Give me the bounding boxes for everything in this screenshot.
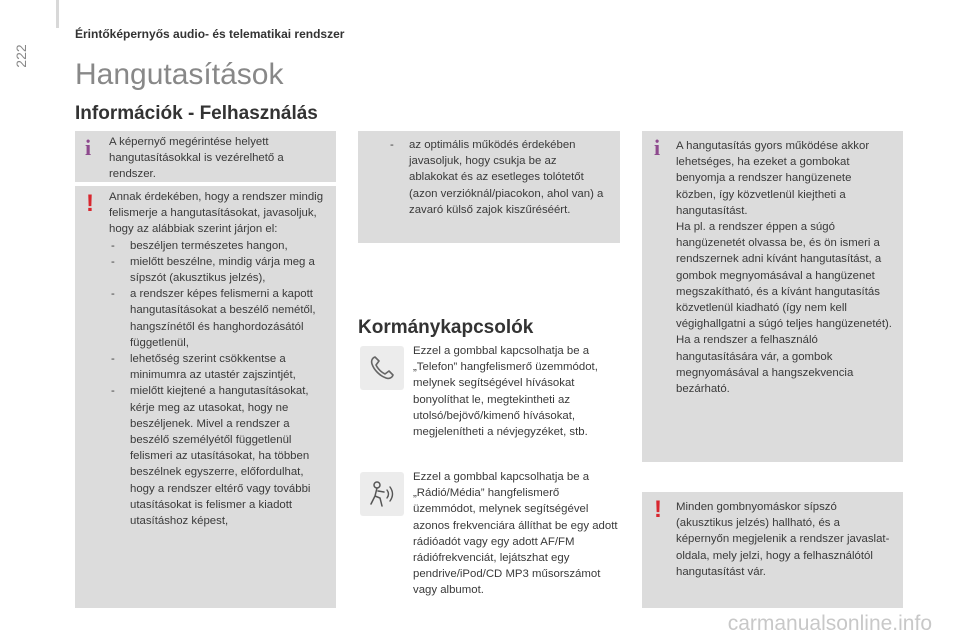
info-box: [75, 131, 336, 182]
beep-warning-box: [642, 492, 903, 608]
warning-box-text: [109, 189, 330, 529]
continuation-box: [358, 131, 620, 243]
warning-icon: !: [86, 190, 94, 217]
continuation-text: [388, 137, 606, 218]
paragraph: A hangutasítás gyors működése akkor lehetséges, ha ezeket a gombokat benyomja a rendszer hangüzenete közben, így közvetlenül kiejtheti a hangutasítást.: [676, 140, 870, 217]
section-title-info: Információk - Felhasználás: [75, 103, 318, 124]
continuation-list: [388, 137, 606, 218]
info-box-text: A képernyő megérintése helyett hangutasításokkal is vezérelhető a rendszer.: [109, 136, 284, 181]
paragraph: Ha pl. a rendszer éppen a súgó hangüzenetét olvassa be, és ön ismeri a rendszernek adni kívánt hangutasítást, a gombok megnyomásával a hangüzenet megszakítható, és a kívánt hangutasítás közvetlenül kiadható (így nem kell végighallgatni a súgó teljes hangüzenetét).: [676, 221, 892, 331]
list-item: - a rendszer képes felismerni a kapott hangutasításokat a beszélő nemétől, hangszínétől és hanghordozásától függetlenül,: [109, 286, 330, 351]
tips-list: [109, 238, 330, 530]
quick-voice-info-box: [642, 131, 903, 462]
phone-button-icon: [360, 346, 404, 390]
list-item: - mielőtt beszélne, mindig várja meg a sípszót (akusztikus jelzés),: [109, 254, 330, 286]
watermark: carmanualsonline.info: [727, 612, 932, 635]
quick-voice-text: [676, 138, 894, 397]
warning-box-list: [75, 186, 336, 608]
voice-button-text: Ezzel a gombbal kapcsolhatja be a „Rádió/Média” hangfelismerő üzemmódot, melynek segítségével azonos frekvenciára állíthat be egy adott rádióadót vagy egy adott AF/FM rádiófrekvenciát, lejátszhat egy pendrive/iPod/CD MP3 műsorszámot vagy albumot.: [413, 471, 618, 597]
list-item: - beszéljen természetes hangon,: [109, 238, 330, 254]
info-icon: i: [654, 135, 661, 160]
voice-command-icon: [360, 472, 404, 516]
page-number: 222: [13, 44, 29, 68]
phone-button-text: Ezzel a gombbal kapcsolhatja be a „Telefon” hangfelismerő üzemmódot, melynek segítségével hívásokat bonyolíthat le, megtekintheti az utolsó/bejövő/kimenő hívásokat, megjelenítheti a névjegyzéket, stb.: [413, 345, 598, 439]
paragraph: Ha a rendszer a felhasználó hangutasítására vár, a gombok megnyomásával a hangszekvencia bezárható.: [676, 334, 854, 396]
warning-intro: Annak érdekében, hogy a rendszer mindig felismerje a hangutasításokat, javasoljuk, hogy az alábbiak szerint járjon el:: [109, 191, 324, 236]
section-title-steering: Kormánykapcsolók: [358, 317, 534, 338]
info-icon: i: [85, 135, 92, 160]
warning-icon: !: [654, 496, 662, 523]
list-item: - lehetőség szerint csökkentse a minimumra az utastér zajszintjét,: [109, 351, 330, 383]
list-item: - mielőtt kiejtené a hangutasításokat, kérje meg az utasokat, hogy ne beszéljenek. Mivel a rendszer a beszélő személyétől függetlenül felismeri az utasításokat, ha többen beszélnek egyszerre, előfordulhat, hogy a rendszer eltérő vagy további utasításokat is felismer a kiadott utasításhoz képest,: [109, 383, 330, 529]
beep-warning-text: Minden gombnyomáskor sípszó (akusztikus jelzés) hallható, és a képernyőn megjelenik a rendszer javaslat-oldala, mely jelzi, hogy a felhasználótól hangutasítást vár.: [676, 501, 890, 578]
page-title: Hangutasítások: [75, 58, 284, 91]
list-item: - az optimális működés érdekében javasoljuk, hogy csukja be az ablakokat és az esetleges tolótetőt (azon verzióknál/piacokon, ahol van) a zavaró külső zajok kiszűréséért.: [388, 137, 606, 218]
header-title: Érintőképernyős audio- és telematikai rendszer: [75, 27, 345, 41]
header-divider: [56, 0, 59, 28]
